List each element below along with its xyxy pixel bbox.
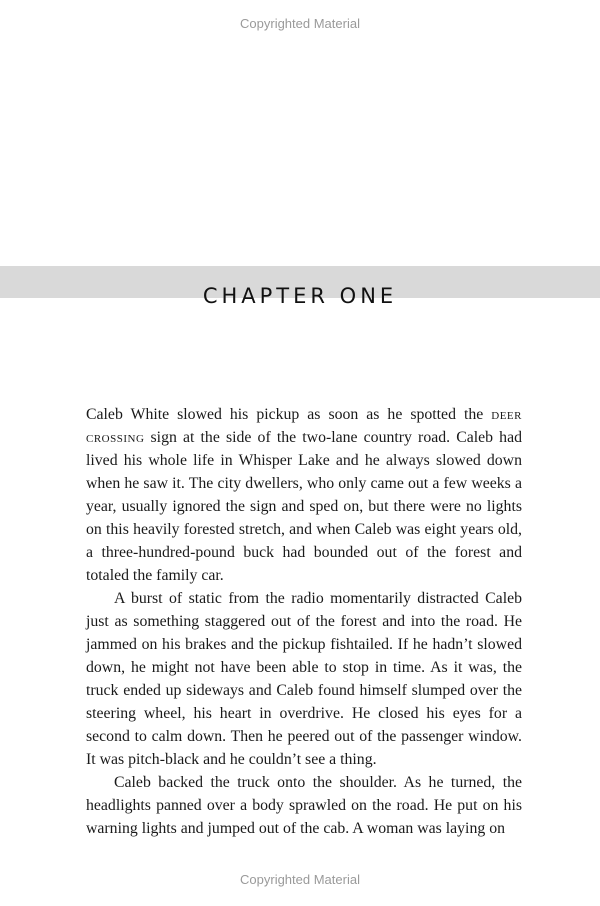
- paragraph-1: [86, 403, 522, 587]
- copyright-watermark-top: Copyrighted Material: [240, 16, 360, 31]
- copyright-watermark-bottom: Copyrighted Material: [240, 872, 360, 887]
- paragraph-1-end: sign at the side of the two-lane country road. Caleb had lived his whole life in Whisper Lake and he always slowed down when he saw it. The city dwellers, who only came out a few weeks a year, usually ignored the sign and sped on, but there were no lights on this heavily forested stretch, and when Caleb was eight years old, a three-hundred-pound buck had bounded out of the forest and totaled the family car.: [86, 429, 522, 584]
- chapter-body: [86, 403, 522, 840]
- paragraph-2: A burst of static from the radio momentarily distracted Caleb just as something staggered out of the forest and into the road. He jammed on his brakes and the pickup fishtailed. If he hadn’t slowed down, he might not have been able to stop in time. As it was, the truck ended up sideways and Caleb found himself slumped over the steering wheel, his heart in overdrive. He closed his eyes for a second to calm down. Then he peered out of the passenger window. It was pitch-black and he couldn’t see a thing.: [86, 590, 522, 768]
- paragraph-1-start: Caleb White slowed his pickup as soon as he spotted the: [86, 406, 492, 423]
- paragraph-3: Caleb backed the truck onto the shoulder. As he turned, the headlights panned over a body sprawled on the road. He put on his warning lights and jumped out of the cab. A woman was laying on: [86, 774, 522, 837]
- chapter-title: CHAPTER ONE: [202, 284, 398, 308]
- deer-crossing-sign-text: deer crossing: [86, 406, 522, 446]
